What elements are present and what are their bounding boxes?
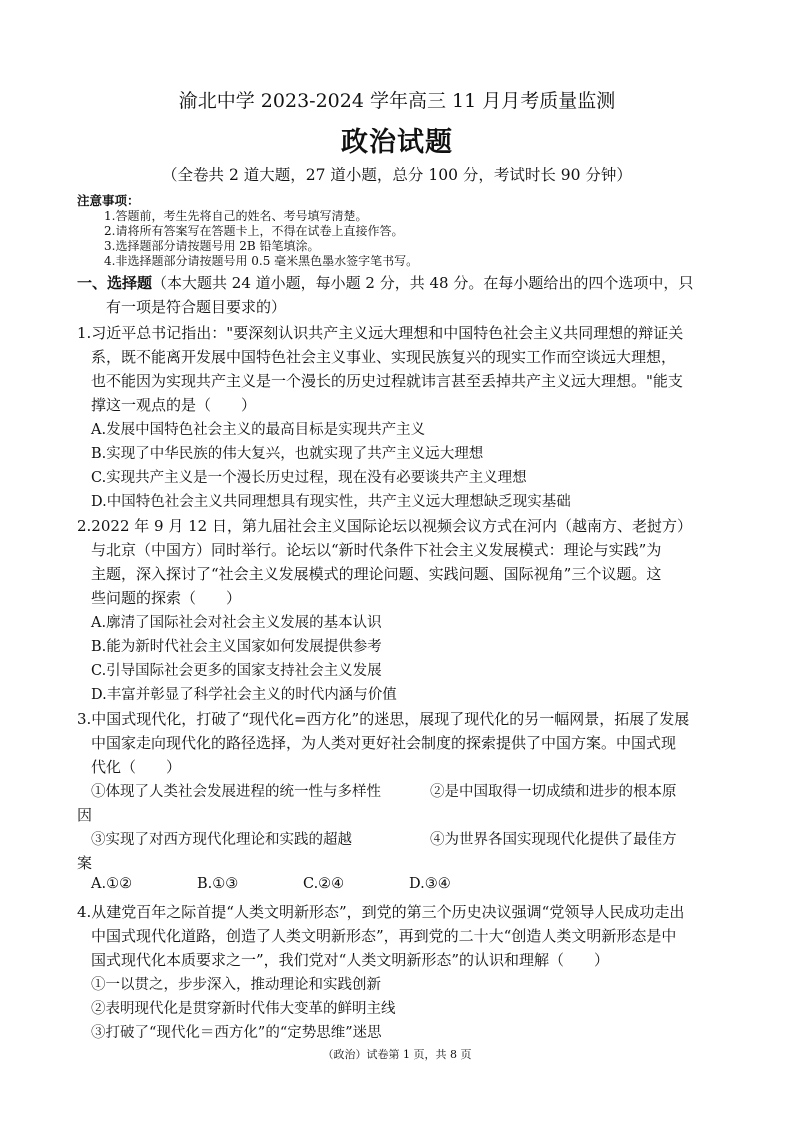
- q2-option-b: B.能为新时代社会主义国家如何发展提供参考: [91, 639, 382, 655]
- q3-item-1: ①体现了人类社会发展进程的统一性与多样性: [91, 784, 381, 800]
- q4-stem-line: 中国式现代化道路，创造了人类文明新形态”，再到党的二十大“创造人类文明新形态是中: [91, 927, 677, 945]
- q3-choice-a: A.①②: [91, 876, 133, 892]
- q3-stem-line: 中国家走向现代化的路径选择，为人类对更好社会制度的探索提供了中国方案。中国式现: [91, 734, 677, 752]
- q1-option-a: A.发展中国特色社会主义的最高目标是实现共产主义: [91, 422, 426, 438]
- q1-stem-line: 系，既不能离开发展中国特色社会主义事业、实现民族复兴的现实工作而空谈远大理想，: [91, 348, 677, 366]
- q3-item-4-cont: 案: [77, 854, 93, 872]
- notice-item: 2.请将所有答案写在答题卡上，不得在试卷上直接作答。: [104, 224, 404, 238]
- q3-item-4: ④为世界各国实现现代化提供了最佳方: [430, 832, 677, 848]
- q1-option-b: B.实现了中华民族的伟大复兴，也就实现了共产主义远大理想: [91, 446, 484, 462]
- subject-title: 政治试题: [341, 127, 453, 158]
- q1-stem-line: 1.习近平总书记指出："要深刻认识共产主义远大理想和中国特色社会主义共同理想的辩证关: [77, 324, 684, 342]
- q3-choice-d: D.③④: [409, 876, 451, 892]
- q2-stem-line: 2.2022 年 9 月 12 日，第九届社会主义国际论坛以视频会议方式在河内（越南方、老挝方）: [77, 517, 692, 535]
- q3-stem-line: 代化（ ）: [91, 758, 182, 776]
- q4-item-3: ③打破了“现代化＝西方化”的“定势思维”迷思: [91, 1025, 382, 1041]
- section-heading: [77, 272, 693, 293]
- q4-item-2: ②表明现代化是贯穿新时代伟大变革的鲜明主线: [91, 1001, 396, 1017]
- page-footer: （政治）试卷第 1 页，共 8 页: [322, 1048, 472, 1061]
- notice-item: 4.非选择题部分请按题号用 0.5 毫米黑色墨水签字笔书写。: [104, 254, 419, 268]
- q4-stem-line: 4.从建党百年之际首提“人类文明新形态”，到党的第三个历史决议强调“党领导人民成功走出: [77, 903, 685, 921]
- q4-item-1: ①一以贯之，步步深入，推动理论和实践创新: [91, 977, 381, 993]
- q3-choice-b: B.①③: [197, 876, 239, 892]
- section-desc-cont: 有一项是符合题目要求的）: [106, 298, 287, 316]
- q1-stem-line: 撑这一观点的是（ ）: [91, 396, 257, 414]
- q2-stem-line: 些问题的探索（ ）: [91, 589, 242, 607]
- exam-info: （全卷共 2 道大题，27 道小题，总分 100 分，考试时长 90 分钟）: [162, 166, 632, 184]
- q3-item-3: ③实现了对西方现代化理论和实践的超越: [91, 832, 352, 848]
- section-label: 一、选择题: [77, 274, 153, 292]
- q3-choices: [91, 876, 515, 892]
- q3-item-2-cont: 因: [77, 806, 93, 824]
- q2-option-c: C.引导国际社会更多的国家支持社会主义发展: [91, 663, 382, 679]
- q3-item-2: ②是中国取得一切成绩和进步的根本原: [430, 784, 677, 800]
- notice-item: 3.选择题部分请按题号用 2B 铅笔填涂。: [104, 239, 320, 253]
- q1-option-c: C.实现共产主义是一个漫长历史过程，现在没有必要谈共产主义理想: [91, 470, 527, 486]
- q2-stem-line: 与北京（中国方）同时举行。论坛以“新时代条件下社会主义发展模式：理论与实践”为: [91, 541, 662, 559]
- exam-title: 渝北中学 2023-2024 学年高三 11 月月考质量监测: [178, 90, 616, 112]
- q1-option-d: D.中国特色社会主义共同理想具有现实性，共产主义远大理想缺乏现实基础: [91, 494, 571, 510]
- q3-choice-c: C.②④: [303, 876, 345, 892]
- q1-stem-line: 也不能因为实现共产主义是一个漫长的历史过程就讳言甚至丢掉共产主义远大理想。"能支: [91, 372, 683, 390]
- notice-item: 1.答题前，考生先将自己的姓名、考号填写清楚。: [104, 209, 368, 223]
- section-desc: （本大题共 24 道小题，每小题 2 分，共 48 分。在每小题给出的四个选项中，只: [152, 274, 694, 292]
- notice-heading: 注意事项：: [77, 193, 140, 208]
- q2-option-a: A.廓清了国际社会对社会主义发展的基本认识: [91, 615, 382, 631]
- q2-stem-line: 主题，深入探讨了“社会主义发展模式的理论问题、实践问题、国际视角”三个议题。这: [91, 565, 662, 583]
- q2-option-d: D.丰富并彰显了科学社会主义的时代内涵与价值: [91, 687, 397, 703]
- q3-stem-line: 3.中国式现代化，打破了“现代化=西方化”的迷思，展现了现代化的另一幅网景，拓展了发展: [77, 710, 690, 728]
- q4-stem-line: 国式现代化本质要求之一”，我们党对“人类文明新形态”的认识和理解（ ）: [91, 951, 610, 969]
